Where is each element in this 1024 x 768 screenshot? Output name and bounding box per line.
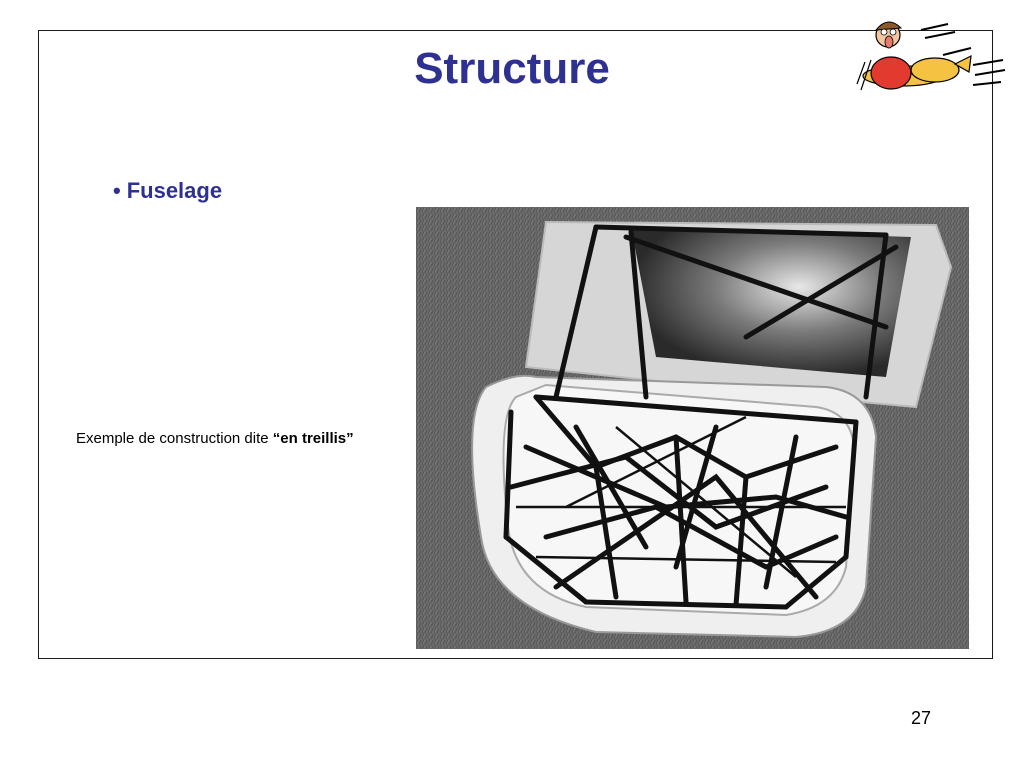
- photo-caption: [76, 430, 354, 447]
- truss-fuselage-photo: [416, 207, 969, 649]
- bullet-item-fuselage: [113, 178, 222, 204]
- bullet-label: Fuselage: [126, 178, 223, 203]
- bullet-dot: •: [113, 178, 121, 203]
- caption-text: Exemple de construction dite: [76, 430, 273, 447]
- page-number: 27: [911, 708, 932, 728]
- cartoon-airplane-pilot-icon: [843, 10, 1013, 105]
- slide-title: Structure: [414, 44, 610, 93]
- caption-emphasis: “en treillis”: [272, 430, 354, 447]
